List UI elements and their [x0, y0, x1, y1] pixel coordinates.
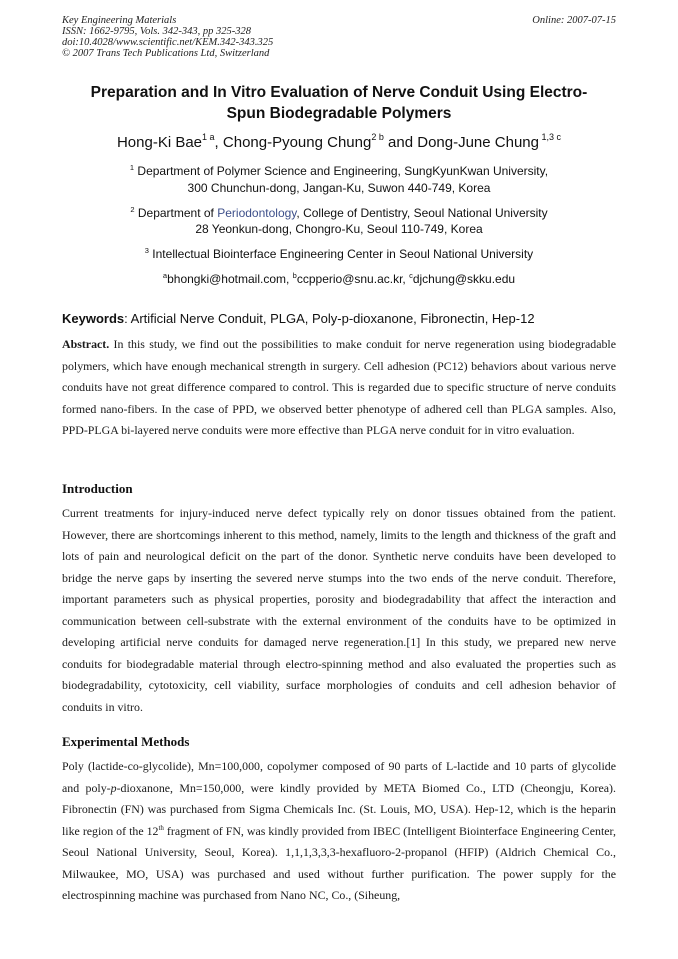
methods-heading: Experimental Methods [62, 734, 190, 749]
affiliation-2-line-1 [62, 202, 616, 221]
methods-italic-p: p [110, 780, 117, 795]
affiliation-2-department: Periodontology [217, 206, 297, 220]
affiliation-1-line-1 [62, 160, 616, 179]
affiliation-1-number: 1 [129, 163, 135, 172]
email-a: bhongki@hotmail.com, [167, 272, 293, 286]
keywords-text: : Artificial Nerve Conduit, PLGA, Poly-p-dioxanone, Fibronectin, Hep-12 [124, 311, 535, 326]
affiliation-3-line-1 [62, 243, 616, 262]
author-separator: and [383, 134, 418, 151]
email-c: djchung@skku.edu [412, 272, 516, 286]
methods-text-1: Poly (lactide-co-glycolide), Mn=100,000, copolymer composed of 90 parts of L-lactide and 10 parts of glycolide and poly- [62, 759, 616, 795]
journal-header [62, 15, 616, 59]
paper-title [62, 82, 616, 124]
abstract-paragraph [62, 334, 616, 442]
affiliation-2-line-2: 28 Yeonkun-dong, Chongro-Ku, Seoul 110-749, Korea [195, 222, 483, 236]
affiliation-3-number: 3 [144, 246, 149, 255]
affiliation-2-text-end: , College of Dentistry, Seoul National University [296, 206, 548, 220]
author-2-sup: 2 b [371, 132, 384, 142]
author-1-sup: 1 a [202, 132, 215, 142]
email-a-marker: a [162, 271, 168, 280]
email-b: ccpperio@snu.ac.kr, [296, 272, 410, 286]
journal-name: Key Engineering Materials [62, 15, 177, 26]
email-b-marker: b [292, 271, 297, 280]
keywords-label: Keywords [62, 311, 125, 326]
author-3-name: Dong-June Chung [417, 134, 539, 151]
affiliation-2-number: 2 [130, 205, 135, 214]
introduction-heading: Introduction [62, 481, 133, 496]
affiliation-1-line-2: 300 Chunchun-dong, Jangan-Ku, Suwon 440-749, Korea [187, 181, 491, 195]
title-line-1: Preparation and In Vitro Evaluation of Nerve Conduit Using Electro- [90, 84, 588, 101]
author-separator: , [214, 134, 223, 151]
keywords-line [62, 311, 622, 327]
author-2-name: Chong-Pyoung Chung [222, 134, 372, 151]
affiliation-3-text: Intellectual Biointerface Engineering Center in Seoul National University [148, 247, 534, 261]
author-3-sup: 1,3 c [539, 132, 562, 142]
author-list [62, 127, 616, 153]
email-line [62, 268, 616, 287]
methods-text-3: fragment of FN, was kindly provided from IBEC (Intelligent Biointerface Engineering Center, Seoul National University, Seoul, Korea). 1,1,1,3,3,3-hexafluoro-2-propanol (HFIP) (Aldrich Chemical Co., Milwaukee, MO, USA) was purchased and used without further purification. The power supply for the electrospinning machine was purchased from Nano NC, Co., (Siheung, [62, 823, 616, 902]
abstract-text: In this study, we find out the possibilities to make conduit for nerve regeneration using biodegradable polymers, which have enough mechanical strength in surgery. Cell adhesion (PC12) behaviors about various nerve conduits have not great difference compared to control. This is regarded due to specific structure of nerve conduits formed nano-fibers. In the case of PPD, we observed better phenotype of adhered cell than PLGA samples. Also, PPD-PLGA bi-layered nerve conduits were more effective than PLGA nerve conduit for in vitro evaluation. [62, 337, 616, 437]
affiliation-1-text: Department of Polymer Science and Engineering, SungKyunKwan University, [134, 164, 549, 178]
online-date: Online: 2007-07-15 [532, 15, 616, 26]
methods-text-2: -dioxanone, Mn=150,000, were kindly provided by META Biomed Co., LTD (Cheongju, Korea). Fibronectin (FN) was purchased from Sigma Chemicals Inc. (St. Louis, MO, USA). Hep-12, which is the heparin like region of the 12 [62, 780, 616, 838]
email-c-marker: c [409, 271, 413, 280]
copyright-line: © 2007 Trans Tech Publications Ltd, Switzerland [62, 48, 270, 59]
methods-sup-th: th [158, 823, 164, 832]
introduction-paragraph: Current treatments for injury-induced nerve defect typically rely on donor tissues obtained from the patient. However, there are shortcomings inherent to this method, namely, limits to the length and thickness of the graft and lots of pain and neurological deficit on the part of the donor. Synthetic nerve conduits have been developed to bridge the nerve gaps by inserting the severed nerve stumps into the two ends of the nerve conduit. Therefore, important parameters such as physical properties, porosity and biodegradability that affect the interaction and communication between cell-substrate with the external environment of the conduits have to be optimized in developing artificial nerve conduits for damaged nerve regeneration.[1] In this study, we prepared new nerve conduits for biodegradable material through electro-spinning method and also evaluated the properties such as biodegradability, cytotoxicity, cell viability, surface morphologies of conduits and cell adhesion behavior of conduits in vitro. [62, 506, 616, 714]
author-1-name: Hong-Ki Bae [116, 134, 203, 151]
doi-line: doi:10.4028/www.scientific.net/KEM.342-343.325 [62, 37, 274, 48]
methods-paragraph [62, 756, 616, 907]
title-line-2: Spun Biodegradable Polymers [226, 105, 452, 122]
affiliation-2-text: Department of [134, 206, 218, 220]
abstract-label: Abstract. [62, 337, 110, 351]
issn-line: ISSN: 1662-9795, Vols. 342-343, pp 325-328 [62, 26, 251, 37]
